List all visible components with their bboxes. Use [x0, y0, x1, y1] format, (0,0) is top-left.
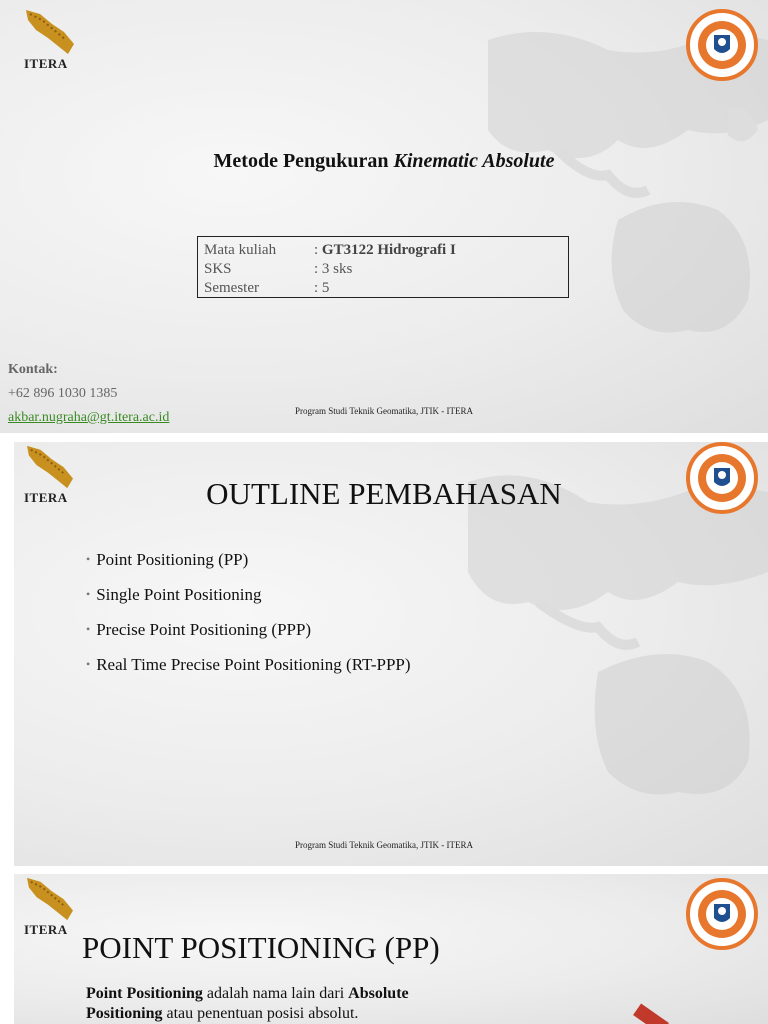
slide-3 [14, 874, 768, 1024]
bullet-icon: • [86, 657, 91, 671]
contact-phone: +62 896 1030 1385 [8, 386, 118, 401]
bullet-icon: • [86, 587, 91, 601]
list-item: • Real Time Precise Point Positioning (RT-PPP) [86, 655, 411, 674]
satellite-icon [633, 1004, 669, 1024]
logo-text: ITERA [24, 490, 68, 505]
slide-2 [14, 442, 768, 866]
contact-block [8, 362, 169, 426]
logo-text: ITERA [24, 922, 68, 937]
definition-paragraph: Point Positioning adalah nama lain dari Absolute Positioning atau penentuan posisi absolut. [86, 985, 409, 1022]
slide-title: POINT POSITIONING (PP) [82, 930, 440, 965]
slide-1 [0, 0, 768, 433]
outline-list [86, 550, 411, 690]
info-row: Mata kuliah : GT3122 Hidrografi I [204, 242, 456, 258]
list-item: • Point Positioning (PP) [86, 550, 249, 569]
university-seal-icon [686, 9, 758, 81]
contact-heading: Kontak: [8, 362, 58, 377]
course-info-box [197, 236, 569, 298]
list-item: • Single Point Positioning [86, 585, 262, 604]
info-row: Semester : 5 [204, 280, 330, 296]
contact-email-link[interactable]: akbar.nugraha@gt.itera.ac.id [8, 410, 170, 425]
university-seal-icon [686, 878, 758, 950]
itera-logo-icon [22, 8, 78, 56]
bullet-icon: • [86, 552, 91, 566]
itera-logo [22, 876, 78, 936]
itera-logo [22, 8, 78, 71]
slide-footer: Program Studi Teknik Geomatika, JTIK - ITERA [295, 840, 473, 850]
itera-logo-icon [22, 876, 78, 922]
list-item: • Precise Point Positioning (PPP) [86, 620, 312, 639]
slide-footer: Program Studi Teknik Geomatika, JTIK - ITERA [295, 406, 473, 416]
logo-text: ITERA [24, 56, 68, 71]
page-title: Metode Pengukuran Kinematic Absolute [213, 150, 555, 172]
info-row: SKS : 3 sks [204, 261, 353, 277]
slide-title: OUTLINE PEMBAHASAN [206, 476, 562, 511]
bullet-icon: • [86, 622, 91, 636]
